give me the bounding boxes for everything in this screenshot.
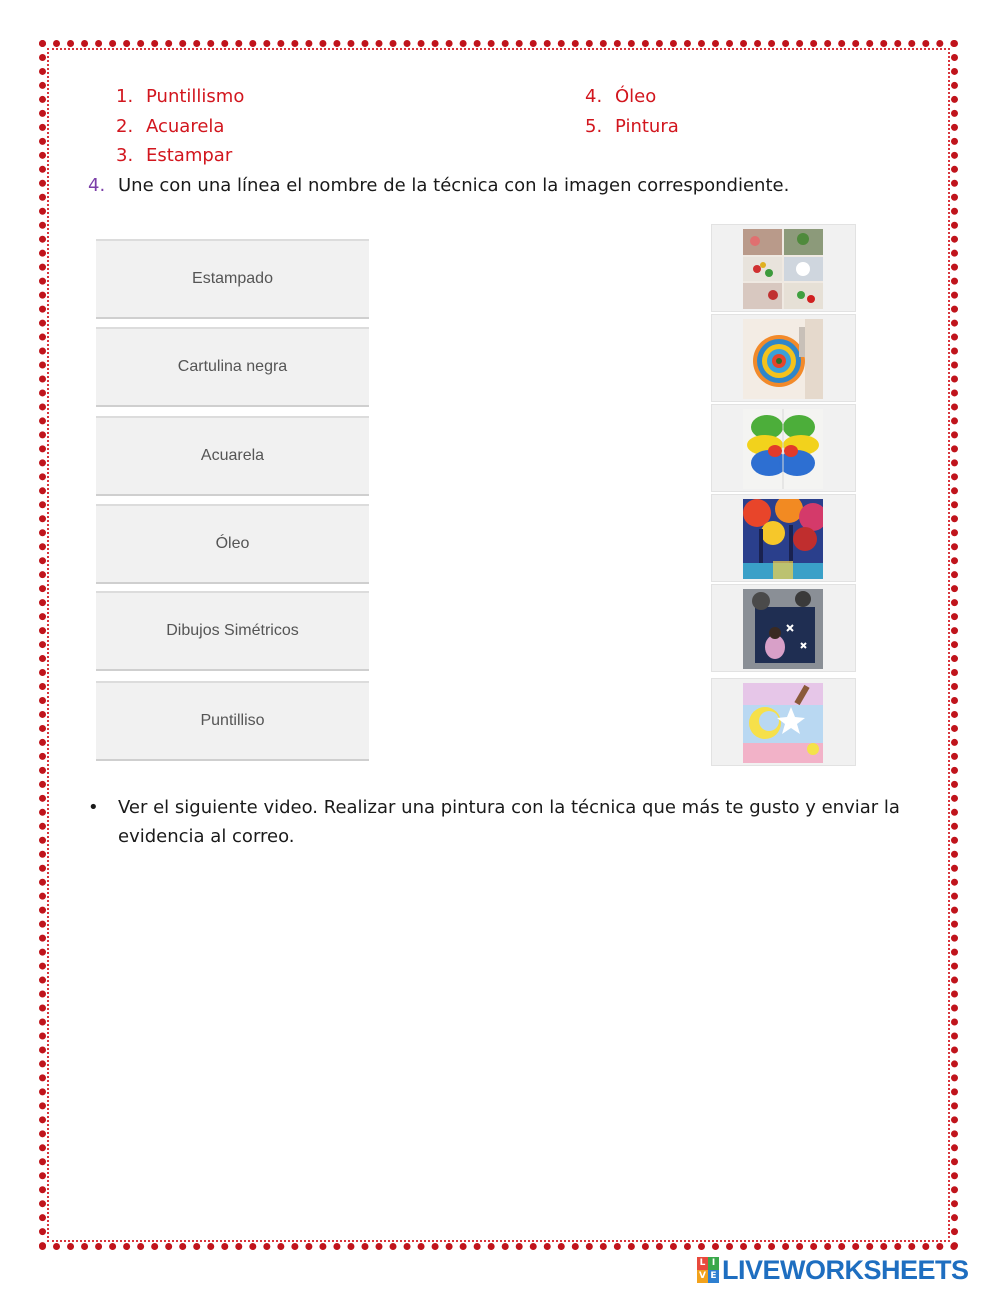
match-label-estampado[interactable]: Estampado bbox=[96, 239, 369, 319]
children-drawing-black-paper-photo bbox=[743, 589, 823, 669]
option-3: 3. Estampar bbox=[116, 145, 233, 166]
video-instruction-text: Ver el siguiente video. Realizar una pintura con la técnica que más te gusto y enviar la evidencia al correo. bbox=[118, 797, 900, 847]
oil-painting-trees-photo bbox=[743, 499, 823, 579]
option-4: 4. Óleo bbox=[585, 86, 657, 107]
match-image-3[interactable] bbox=[711, 404, 856, 492]
match-label-acuarela[interactable]: Acuarela bbox=[96, 416, 369, 496]
option-1: 1. Puntillismo bbox=[116, 86, 245, 107]
match-image-4[interactable] bbox=[711, 494, 856, 582]
symmetric-ink-blot-photo bbox=[743, 409, 823, 489]
bullet-point: • bbox=[88, 797, 99, 818]
match-image-5[interactable] bbox=[711, 584, 856, 672]
question-instruction: 4. Une con una línea el nombre de la técnica con la imagen correspondiente. bbox=[88, 175, 790, 196]
logo-text: LIVEWORKSHEETS bbox=[722, 1254, 969, 1285]
option-5: 5. Pintura bbox=[585, 116, 679, 137]
match-image-6[interactable] bbox=[711, 678, 856, 766]
option-2: 2. Acuarela bbox=[116, 116, 225, 137]
watercolor-painting-photo bbox=[743, 683, 823, 763]
liveworksheets-logo bbox=[697, 1255, 969, 1285]
match-image-2[interactable] bbox=[711, 314, 856, 402]
match-label-puntilliso[interactable]: Puntilliso bbox=[96, 681, 369, 761]
match-image-1[interactable] bbox=[711, 224, 856, 312]
dot-mandala-photo bbox=[743, 319, 823, 399]
match-label-dibujos-simetricos[interactable]: Dibujos Simétricos bbox=[96, 591, 369, 671]
stamping-photo bbox=[743, 229, 823, 309]
video-instruction bbox=[88, 793, 908, 851]
liveworksheets-mark-icon: L I V E bbox=[697, 1257, 719, 1283]
match-label-oleo[interactable]: Óleo bbox=[96, 504, 369, 584]
match-label-cartulina-negra[interactable]: Cartulina negra bbox=[96, 327, 369, 407]
